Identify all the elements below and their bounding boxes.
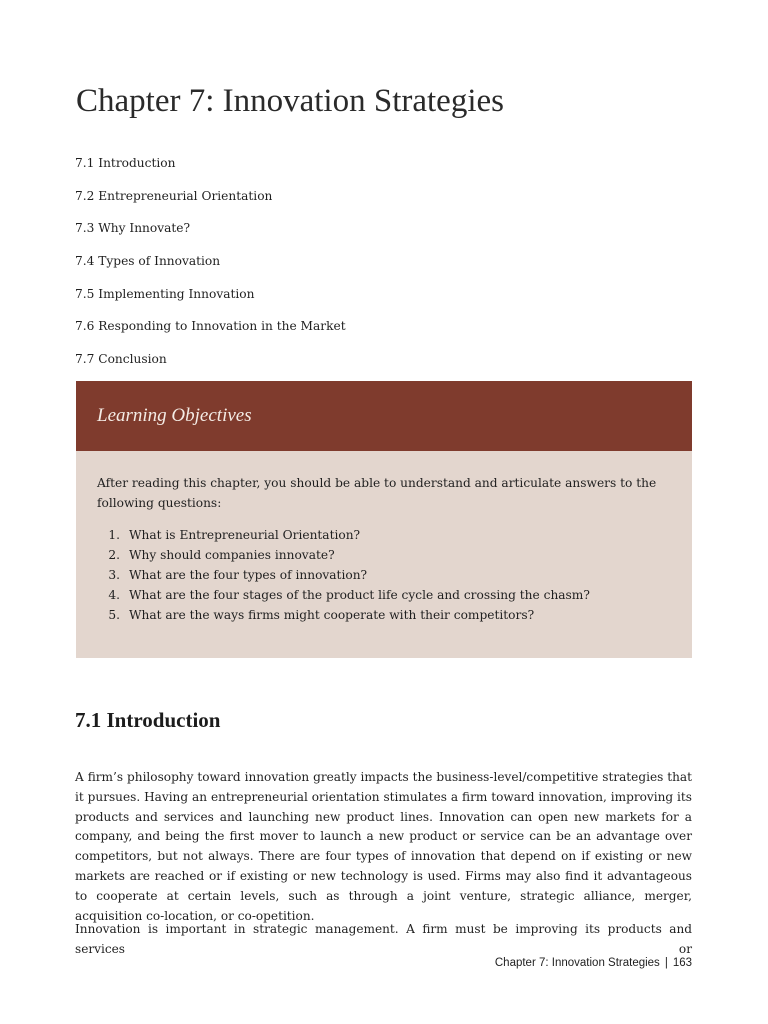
toc-item-responding-to-innovation[interactable]: 7.6 Responding to Innovation in the Market: [75, 319, 346, 334]
objective-number: 3.: [108, 568, 120, 582]
objective-text: What are the four stages of the product life cycle and crossing the chasm?: [129, 588, 590, 602]
body-paragraph: A firm’s philosophy toward innovation greatly impacts the business-level/competitive strategies that it pursues. Having an entrepreneurial orientation stimulates a firm toward innovation, improving its products and services and launching new product lines. Innovation can open new markets for a company, and being the first mover to launch a new product or service can be an advantage over competitors, but not always. There are four types of innovation that depend on if existing or new markets are reached or if existing or new technology is used. Firms may also find it advantageous to cooperate at certain levels, such as through a joint venture, strategic alliance, merger, acquisition co-location, or co-opetition.: [75, 770, 692, 923]
toc-item-types-of-innovation[interactable]: 7.4 Types of Innovation: [75, 254, 221, 269]
toc-item-introduction[interactable]: 7.1 Introduction: [75, 156, 176, 170]
footer-page-number: 163: [672, 957, 692, 969]
objective-item: [97, 605, 672, 625]
objective-item: [97, 545, 672, 565]
objective-number: 4.: [108, 588, 120, 602]
objective-number: 5.: [108, 608, 120, 622]
body-paragraph: Innovation is important in strategic management. A firm must be improving its products and services or: [75, 922, 692, 956]
section-heading-introduction: 7.1 Introduction: [75, 708, 221, 732]
learning-objectives-list: [97, 525, 672, 625]
page-title: Chapter 7: Innovation Strategies: [76, 83, 504, 119]
toc-item-why-innovate[interactable]: 7.3 Why Innovate?: [75, 221, 191, 236]
learning-objectives-box: [76, 381, 692, 658]
footer-running-title: Chapter 7: Innovation Strategies: [494, 957, 660, 969]
page-footer: [495, 953, 692, 973]
objective-number: 1.: [108, 528, 120, 542]
learning-objectives-title: Learning Objectives: [97, 405, 252, 426]
table-of-contents: [75, 153, 346, 382]
learning-objectives-header: [76, 381, 692, 451]
toc-item-entrepreneurial-orientation[interactable]: 7.2 Entrepreneurial Orientation: [75, 188, 273, 203]
objective-text: What are the ways firms might cooperate with their competitors?: [129, 608, 535, 622]
objective-text: Why should companies innovate?: [129, 548, 335, 562]
objective-item: [97, 565, 672, 585]
toc-item-conclusion[interactable]: 7.7 Conclusion: [75, 352, 167, 367]
footer-separator: |: [664, 957, 668, 969]
objective-number: 2.: [108, 548, 120, 562]
objective-text: What is Entrepreneurial Orientation?: [129, 528, 361, 542]
learning-objectives-intro: After reading this chapter, you should be able to understand and articulate answers to the following questions:: [97, 476, 657, 510]
objective-item: [97, 585, 672, 605]
objective-item: [97, 525, 672, 545]
toc-item-implementing-innovation[interactable]: 7.5 Implementing Innovation: [75, 286, 255, 301]
objective-text: What are the four types of innovation?: [129, 568, 368, 582]
